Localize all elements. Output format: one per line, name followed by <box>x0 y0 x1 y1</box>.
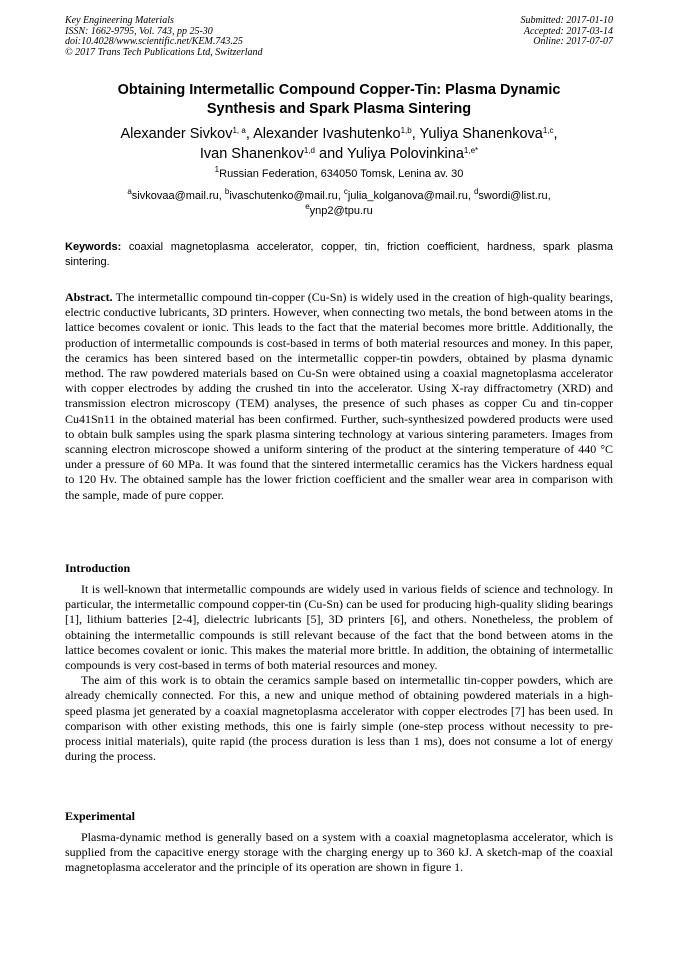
author-separator: , <box>411 126 420 142</box>
email-mark: e <box>305 202 310 211</box>
affiliation-address: Russian Federation, 634050 Tomsk, Lenina av. 30 <box>219 168 464 180</box>
keywords-label: Keywords: <box>65 241 122 253</box>
keywords-text: coaxial magnetoplasma accelerator, copper, tin, friction coefficient, hardness, spark plasma sintering. <box>65 241 613 268</box>
introduction-paragraph: The aim of this work is to obtain the ceramics sample based on intermetallic tin-copper powders, which are already chemically connected. For this, a new and unique method of obtaining powdered materials in a high-speed plasma jet generated by a coaxial magnetoplasma accelerator with copper electrodes [7] has been used. In comparison with other existing methods, this one is fairly simple (one-step process without necessity to pre-process initial materials), quite rapid (the process duration is less than 1 ms), does not consume a lot of energy during the process. <box>65 673 613 764</box>
dates-info <box>521 16 614 48</box>
experimental-body <box>65 830 613 876</box>
email-mark: b <box>224 187 230 196</box>
journal-doi: doi:10.4028/www.scientific.net/KEM.743.25 <box>65 36 243 48</box>
paper-title <box>70 81 608 119</box>
email-mark: d <box>473 187 479 196</box>
journal-info <box>65 16 263 58</box>
online-date: Online: 2017-07-07 <box>533 36 613 48</box>
email-mark: c <box>343 187 348 196</box>
author-name: Yuliya Polovinkina <box>347 146 464 162</box>
introduction-body <box>65 582 613 764</box>
author-name: Yuliya Shanenkova <box>419 126 543 142</box>
email-address: ynp2@tpu.ru <box>309 205 373 217</box>
affiliation <box>60 167 618 181</box>
abstract-label: Abstract. <box>65 290 113 304</box>
author-list <box>60 124 618 164</box>
experimental-paragraph: Plasma-dynamic method is generally based on a system with a coaxial magnetoplasma accelerator, which is supplied from the capacitive energy storage with the charging energy up to 360 kJ. A sketch-map of the coaxial magnetoplasma accelerator and the principle of its operation are shown in figure 1. <box>65 830 613 875</box>
title-line-2: Synthesis and Spark Plasma Sintering <box>206 101 472 117</box>
experimental-heading: Experimental <box>65 809 135 823</box>
introduction-heading: Introduction <box>65 561 131 575</box>
author-affiliation-mark: 1,d <box>303 146 315 155</box>
email-address: sivkovaa@mail.ru, <box>131 190 225 202</box>
introduction-paragraph: It is well-known that intermetallic compounds are widely used in various fields of science and technology. In particular, the intermetallic compound copper-tin (Cu-Sn) can be used for producing high-quality sliding bearings [1], lithium batteries [2-4], dielectric lubricants [5], 3D printers [6], and others. Nonetheless, the problem of obtaining the intermetallic compounds is still relevant because of the fact that the bond between atoms in the lattice becomes covalent or ionic. This makes the material more brittle. In addition, the obtaining of intermetallic compounds is very cost-based in terms of both material resources and money. <box>65 582 613 673</box>
journal-copyright: © 2017 Trans Tech Publications Ltd, Switzerland <box>65 46 263 58</box>
abstract <box>65 290 613 503</box>
accepted-date: Accepted: 2017-03-14 <box>523 25 613 37</box>
author-name: Alexander Sivkov <box>120 126 233 142</box>
journal-issn: ISSN: 1662-9795, Vol. 743, pp 25-30 <box>65 25 213 37</box>
affiliation-mark: 1 <box>214 165 220 174</box>
submitted-date: Submitted: 2017-01-10 <box>520 15 613 26</box>
author-name: Alexander Ivashutenko <box>253 126 401 142</box>
author-affiliation-mark: 1,e* <box>463 146 479 155</box>
email-list <box>60 189 618 219</box>
email-address: ivaschutenko@mail.ru, <box>229 190 344 202</box>
author-name: Ivan Shanenkov <box>199 146 304 162</box>
journal-name: Key Engineering Materials <box>65 15 174 26</box>
title-line-1: Obtaining Intermetallic Compound Copper-Tin: Plasma Dynamic <box>117 82 561 98</box>
email-mark: a <box>127 187 132 196</box>
author-affiliation-mark: 1, a <box>232 126 246 135</box>
email-address: julia_kolganova@mail.ru, <box>347 190 474 202</box>
author-affiliation-mark: 1,c <box>542 126 554 135</box>
keywords <box>65 240 613 269</box>
email-address: swordi@list.ru, <box>478 190 551 202</box>
author-separator: and <box>315 146 347 162</box>
author-separator: , <box>553 126 558 142</box>
abstract-text: The intermetallic compound tin-copper (Cu-Sn) is widely used in the creation of high-quality bearings, electric conductive lubricants, 3D printers. However, when connecting two metals, the bond between atoms in the lattice becomes covalent or ionic. This leads to the fact that the material becomes more brittle. Additionally, the production of intermetallic compounds is cost-based in terms of both material resources and money. In this paper, the ceramics has been sintered based on the intermetallic copper-tin powders, obtained by plasma dynamic method. The raw powdered materials based on Cu-Sn were obtained using a coaxial magnetoplasma accelerator with copper electrodes by adding the crushed tin into the accelerator. Using X-ray diffractometry (XRD) and transmission electron microscopy (TEM) analyses, the presence of such phases as copper Cu and tin-copper Cu41Sn11 in the obtained material has been confirmed. Further, such-synthesized powdered products were used to obtain bulk samples using the spark plasma sintering technology at various sintering parameters. Images from scanning electron microscope showed a uniform sintering of the product at the sintering temperature of 440 °C under a pressure of 60 MPa. It was found that the sintered intermetallic ceramics has the Vickers hardness equal to 120 Hv. The obtained sample has the lower friction coefficient and the smaller wear area in comparison with the sample, made of pure copper. <box>65 290 613 502</box>
author-separator: , <box>245 126 254 142</box>
author-affiliation-mark: 1,b <box>400 126 412 135</box>
